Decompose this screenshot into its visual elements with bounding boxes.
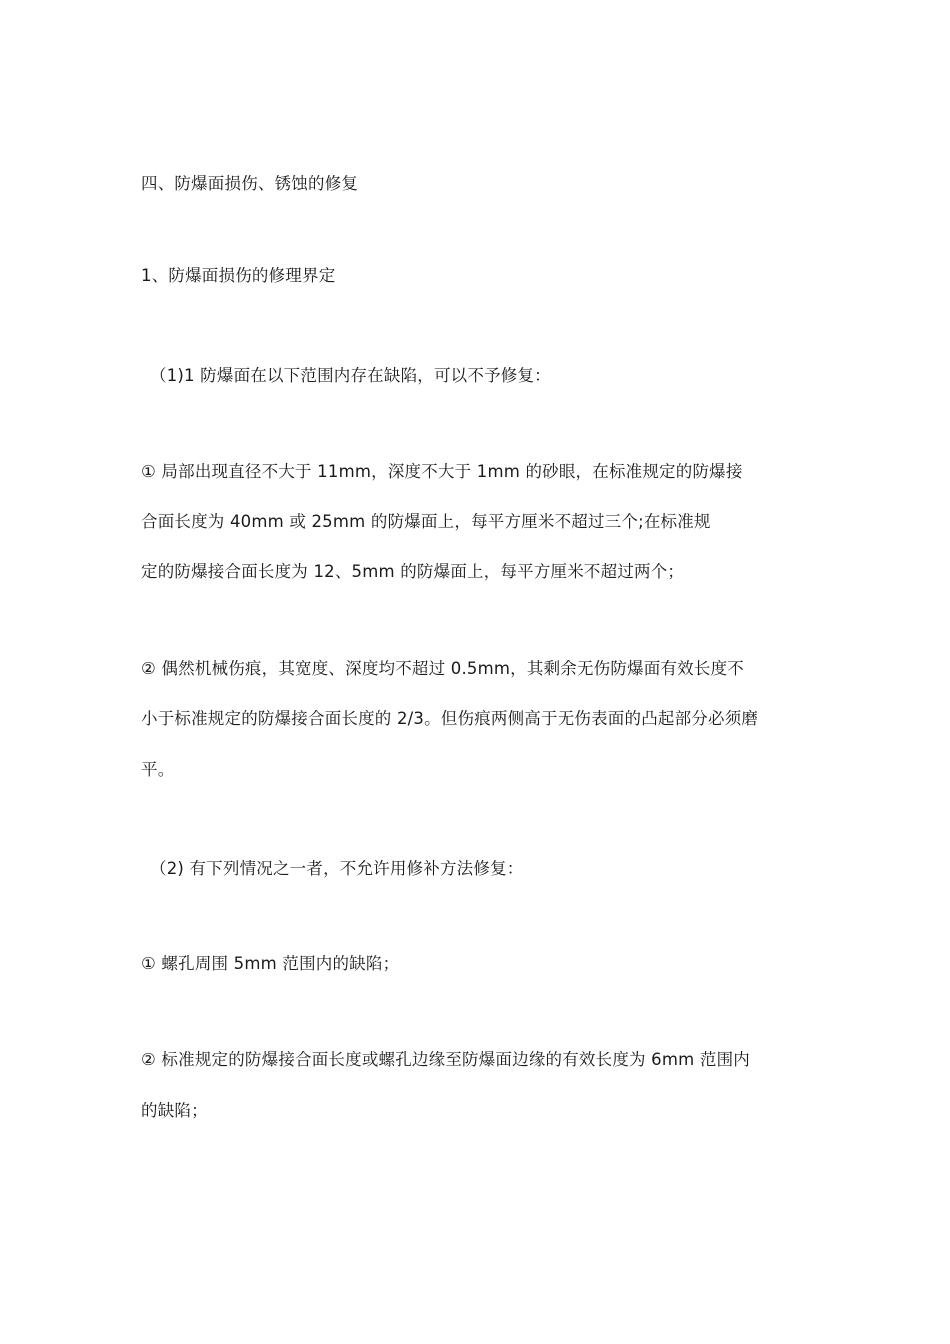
clause-2-title: （2) 有下列情况之一者，不允许用修补方法修复： [150,859,524,878]
clause-1-title: （1)1 防爆面在以下范围内存在缺陷，可以不予修复： [150,366,551,385]
subheading: 1、防爆面损伤的修理界定 [141,266,336,285]
clause-1-item-2-line-3: 平。 [141,760,175,779]
clause-2-item-2-line-1: ② 标准规定的防爆接合面长度或螺孔边缘至防爆面边缘的有效长度为 6mm 范围内 [141,1050,750,1069]
clause-1-item-1-line-3: 定的防爆接合面长度为 12、5mm 的防爆面上，每平方厘米不超过两个； [141,562,685,581]
clause-2-item-2-line-2: 的缺陷； [141,1101,208,1120]
clause-2-item-1-line-1: ① 螺孔周围 5mm 范围内的缺陷； [141,954,400,973]
clause-1-item-1-line-2: 合面长度为 40mm 或 25mm 的防爆面上，每平方厘米不超过三个;在标准规 [141,512,711,531]
section-heading: 四、防爆面损伤、锈蚀的修复 [141,174,359,193]
clause-1-item-2-line-1: ② 偶然机械伤痕，其宽度、深度均不超过 0.5mm，其剩余无伤防爆面有效长度不 [141,659,744,678]
clause-1-item-2-line-2: 小于标准规定的防爆接合面长度的 2/3。但伤痕两侧高于无伤表面的凸起部分必须磨 [141,709,759,728]
clause-1-item-1-line-1: ① 局部出现直径不大于 11mm，深度不大于 1mm 的砂眼，在标准规定的防爆接 [141,462,743,481]
